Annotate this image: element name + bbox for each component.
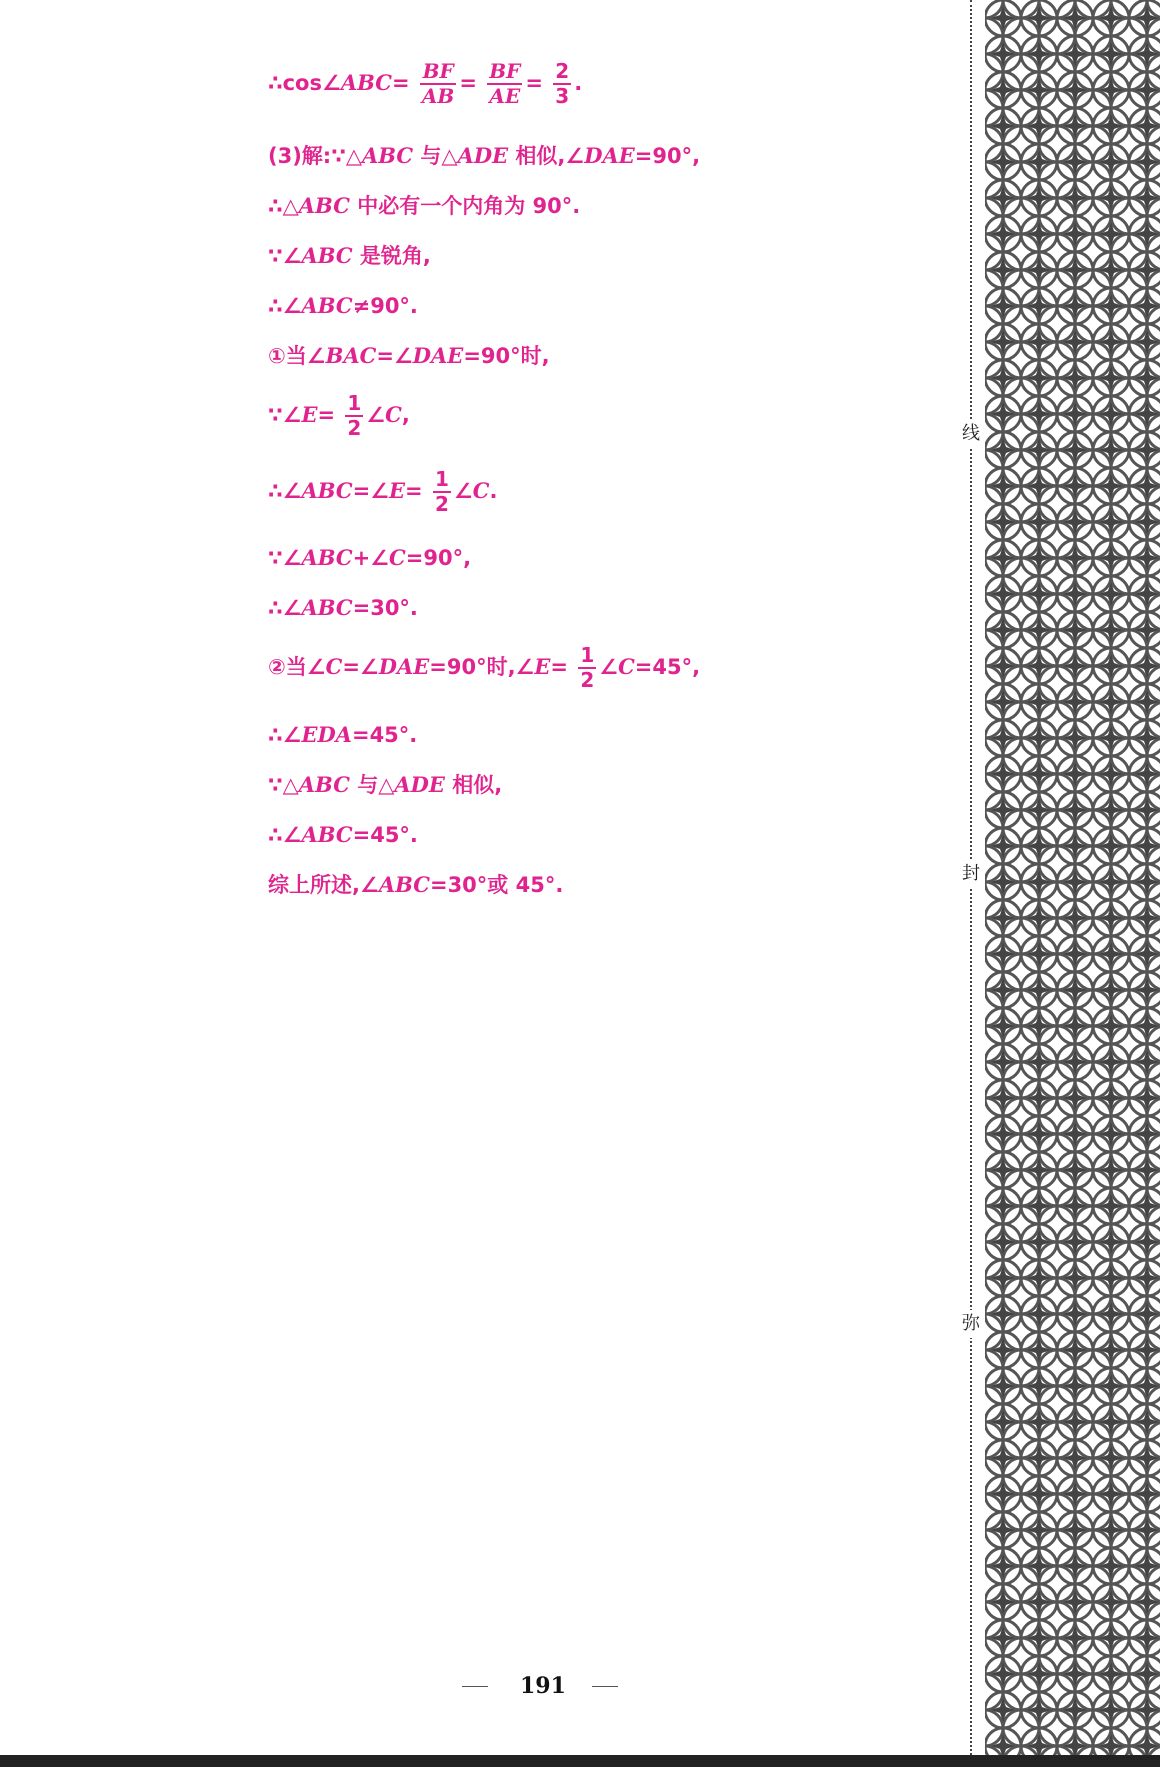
solution-line-10: ∴∠ABC=30°. <box>268 595 418 620</box>
solution-line-12: ∴∠EDA=45°. <box>268 722 418 747</box>
margin-char-seal: 封 <box>955 860 987 888</box>
solution-line-5: ∴∠ABC≠90°. <box>268 293 418 318</box>
fraction-bf-ae: $\frac{BF}{AE}$ <box>489 59 521 108</box>
margin-char-line: 线 <box>955 420 987 448</box>
fraction-1-2: $\frac{1}{2}$ <box>580 643 595 692</box>
fraction-bf-ab: $\frac{BF}{AB}$ <box>421 59 455 108</box>
fraction-1-2: $\frac{1}{2}$ <box>347 391 362 440</box>
solution-line-7: ∵∠E= $\frac{1}{2}$ ∠C, <box>268 391 410 440</box>
solution-line-1: ∴cos∠ABC= $\frac{BF}{AB}$ = $\frac{BF}{AE}$ = $\frac{2}{3}$ . <box>268 59 583 108</box>
margin-char-close: 弥 <box>955 1310 987 1338</box>
fraction-1-2: $\frac{1}{2}$ <box>434 467 449 516</box>
solution-line-3: ∴△ABC 中必有一个内角为 90°. <box>268 193 581 218</box>
solution-line-8: ∴∠ABC=∠E= $\frac{1}{2}$ ∠C. <box>268 467 498 516</box>
decorative-pattern <box>985 0 1160 1755</box>
page-number: 191 <box>520 1673 566 1699</box>
solution-line-15: 综上所述,∠ABC=30°或 45°. <box>268 872 564 897</box>
solution-line-14: ∴∠ABC=45°. <box>268 822 418 847</box>
solution-line-11: ②当∠C=∠DAE=90°时,∠E= $\frac{1}{2}$ ∠C=45°, <box>268 643 701 692</box>
solution-line-2: (3)解:∵△ABC 与△ADE 相似,∠DAE=90°, <box>268 143 701 168</box>
bottom-edge-bar <box>0 1755 1160 1767</box>
fraction-2-3: $\frac{2}{3}$ <box>555 59 570 108</box>
page-number-dash-right <box>592 1686 618 1687</box>
page-number-dash-left <box>462 1686 488 1687</box>
solution-line-4: ∵∠ABC 是锐角, <box>268 243 431 268</box>
solution-line-13: ∵△ABC 与△ADE 相似, <box>268 772 503 797</box>
solution-line-9: ∵∠ABC+∠C=90°, <box>268 545 472 570</box>
solution-line-6: ①当∠BAC=∠DAE=90°时, <box>268 343 550 368</box>
